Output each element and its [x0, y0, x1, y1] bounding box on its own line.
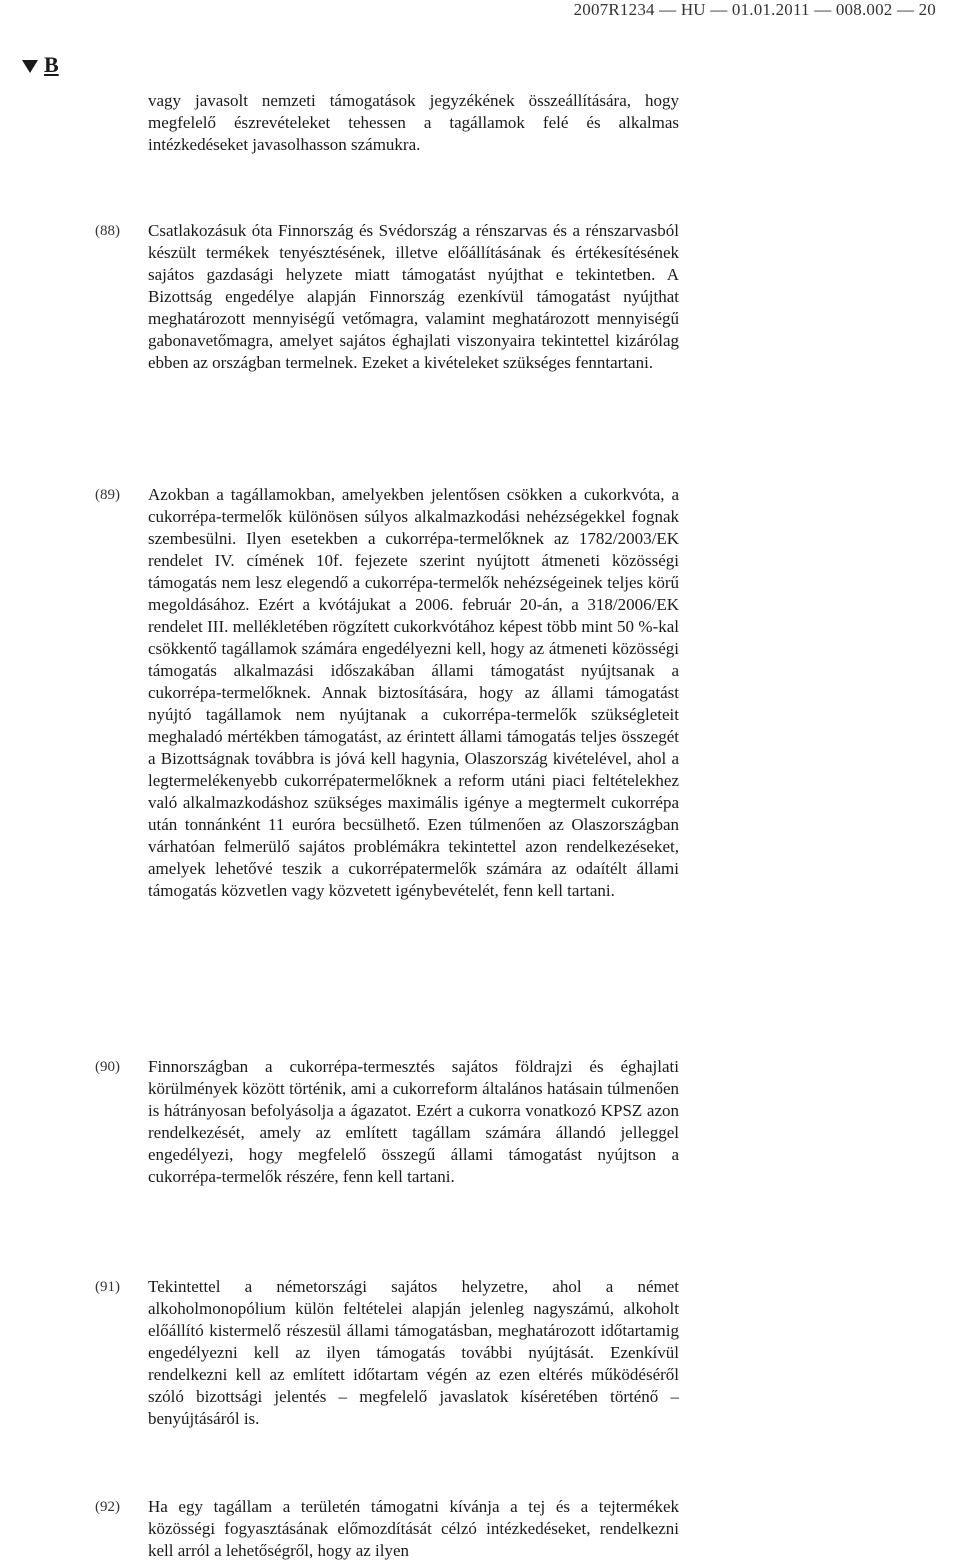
paragraph-continuation: vagy javasolt nemzeti támogatások jegyzékének összeállítására, hogy megfelelő észrevételeket tehessen a tagállamok felé és alkalmas intézkedéseket javasolhasson számukra. — [148, 91, 679, 154]
paragraph-number: (90) — [95, 1059, 120, 1075]
paragraph-number: (91) — [95, 1279, 120, 1295]
marker-label: B — [44, 52, 59, 77]
paragraph-text: Ha egy tagállam a területén támogatni kívánja a tej és a tejtermékek közösségi fogyasztásának előmozdítását célzó intézkedéseket, rendelkezni kell arról a lehetőségről, hogy az ilyen — [148, 1497, 679, 1560]
document-header: 2007R1234 — HU — 01.01.2011 — 008.002 — 20 — [573, 0, 936, 19]
paragraph-number: (88) — [95, 223, 120, 239]
paragraph-text: Finnországban a cukorrépa-termesztés sajátos földrajzi és éghajlati körülmények között történik, ami a cukorreform általános hatásain túlmenően is hátrányosan befolyásolja a ágazatot. Ezért a cukorra vonatkozó KPSZ azon rendelkezését, amely az említett tagállam számára állandó jelleggel engedélyezi, hogy megfelelő összegű állami támogatást nyújtson a cukorrépa-termelők részére, fenn kell tartani. — [148, 1057, 679, 1186]
triangle-down-icon — [22, 60, 38, 73]
amendment-marker — [22, 52, 59, 78]
paragraph-text: Csatlakozásuk óta Finnország és Svédország a rénszarvas és a rénszarvasból készült termékek tenyésztésének, illetve előállításának és értékesítésének sajátos gazdasági helyzete miatt támogatást nyújthat e tekintetben. A Bizottság engedélye alapján Finnország ezenkívül támogatást nyújthat meghatározott mennyiségű vetőmagra, valamint meghatározott mennyiségű gabonavetőmagra, amelyet sajátos éghajlati viszonyaira tekintettel kizárólag ebben az országban termelnek. Ezeket a kivételeket szükséges fenntartani. — [148, 221, 679, 372]
paragraph-text: Azokban a tagállamokban, amelyekben jelentősen csökken a cukorkvóta, a cukorrépa-termelők különösen súlyos alkalmazkodási nehézségekkel fognak szembesülni. Ilyen esetekben a cukorrépa-termelőknek az 1782/2003/EK rendelet IV. címének 10f. fejezete szerint nyújtott átmeneti közösségi támogatás nem lesz elegendő a cukorrépa-termelők nehézségeinek teljes körű megoldásához. Ezért a kvótájukat a 2006. február 20-án, a 318/2006/EK rendelet III. mellékletében rögzített cukorkvótához képest több mint 50 %-kal csökkentő tagállamok számára engedélyezni kell, hogy az átmeneti közösségi támogatás alkalmazási időszakában állami támogatást nyújtsanak a cukorrépa-termelőknek. Annak biztosítására, hogy az állami támogatást nyújtó tagállamok nem nyújtanak a cukorrépa-termelők szükségleteit meghaladó mértékben támogatást, az érintett állami támogatás teljes összegét a Bizottságnak továbbra is jóvá kell hagynia, Olaszország kivételével, ahol a legtermelékenyebb cukorrépatermelőknek a reform utáni piaci feltételekhez való alkalmazkodáshoz szükséges maximális igénye a megtermelt cukorrépa után tonnánként 11 euróra becsülhető. Ezen túlmenően az Olaszországban várhatóan felmerülő sajátos problémákra tekintettel azon rendelkezéseket, amelyek lehetővé teszik a cukorrépatermelők számára az odaítélt állami támogatás közvetlen vagy közvetett igénybevételét, fenn kell tartani. — [148, 485, 679, 900]
paragraph-text: Tekintettel a németországi sajátos helyzetre, ahol a német alkoholmonopólium külön feltételei alapján jelenleg nagyszámú, alkoholt előállító kistermelő részesül állami támogatásban, meghatározott időtartamig engedélyezni kell az ilyen támogatás további nyújtását. Ezenkívül rendelkezni kell az említett időtartam végén az ezen eltérés működéséről szóló bizottsági jelentés – megfelelő javaslatok kíséretében történő – benyújtásáról is. — [148, 1277, 679, 1428]
paragraph-number: (92) — [95, 1499, 120, 1515]
paragraph-number: (89) — [95, 487, 120, 503]
